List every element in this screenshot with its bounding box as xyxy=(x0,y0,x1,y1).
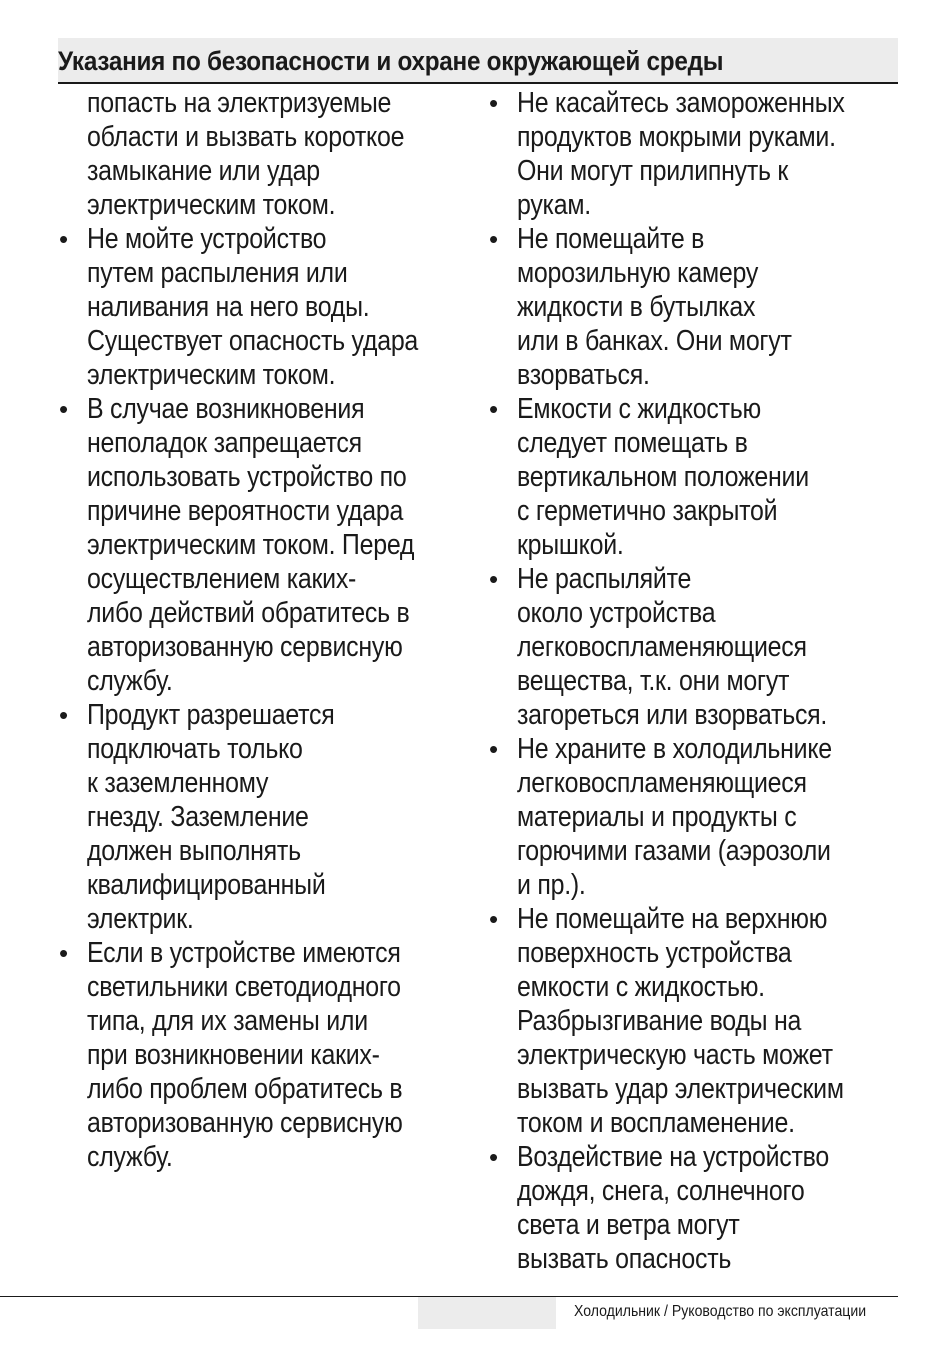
bullet-item xyxy=(488,902,908,1140)
text-line: электрическим током. xyxy=(87,189,336,221)
bullet-item xyxy=(488,562,908,732)
text-line: авторизованную сервисную xyxy=(87,631,403,663)
text-line: • Не распыляйте xyxy=(517,563,692,595)
text-line: вещества, т.к. они могут xyxy=(517,665,790,697)
text-line: током и воспламенение. xyxy=(517,1107,795,1139)
text-line: следует помещать в xyxy=(517,427,748,459)
text-line: области и вызвать короткое xyxy=(87,121,405,153)
left-column xyxy=(58,86,478,1174)
text-line: продуктов мокрыми руками. xyxy=(517,121,836,153)
text-line: рукам. xyxy=(517,189,591,221)
text-line: наливания на него воды. xyxy=(87,291,370,323)
text-line: светильники светодиодного xyxy=(87,971,401,1003)
text-line: • Продукт разрешается xyxy=(87,699,335,731)
text-line: причине вероятности удара xyxy=(87,495,404,527)
text-line: электрическую часть может xyxy=(517,1039,833,1071)
text-line: либо проблем обратитесь в xyxy=(87,1073,403,1105)
text-line: авторизованную сервисную xyxy=(87,1107,403,1139)
bullet-item xyxy=(58,698,478,936)
text-line: замыкание или удар xyxy=(87,155,320,187)
text-line: Разбрызгивание воды на xyxy=(517,1005,802,1037)
text-line: легковоспламеняющиеся xyxy=(517,631,807,663)
bullet-item xyxy=(58,392,478,698)
text-line: использовать устройство по xyxy=(87,461,407,493)
section-header xyxy=(58,38,898,84)
text-line: емкости с жидкостью. xyxy=(517,971,765,1003)
text-line: службу. xyxy=(87,1141,173,1173)
text-line: поверхность устройства xyxy=(517,937,792,969)
text-line: материалы и продукты с xyxy=(517,801,797,833)
text-line: вызвать опасность xyxy=(517,1243,732,1275)
right-column xyxy=(488,86,908,1276)
text-line: и пр.). xyxy=(517,869,586,901)
text-line: службу. xyxy=(87,665,173,697)
text-line: • Не касайтесь замороженных xyxy=(517,87,845,119)
text-line: • Не мойте устройство xyxy=(87,223,327,255)
bullet-item xyxy=(488,1140,908,1276)
text-line: электрическим током. Перед xyxy=(87,529,415,561)
text-line: • Не помещайте на верхнюю xyxy=(517,903,828,935)
text-line: подключать только xyxy=(87,733,303,765)
text-line: • Емкости с жидкостью xyxy=(517,393,761,425)
text-line: • Если в устройстве имеются xyxy=(87,937,401,969)
text-line: • Не помещайте в xyxy=(517,223,705,255)
text-line: жидкости в бутылках xyxy=(517,291,756,323)
text-line: вертикальном положении xyxy=(517,461,809,493)
text-line: к заземленному xyxy=(87,767,269,799)
text-line: с герметично закрытой xyxy=(517,495,778,527)
text-line: дождя, снега, солнечного xyxy=(517,1175,805,1207)
section-title: Указания по безопасности и охране окружающей среды xyxy=(58,46,724,76)
text-line: квалифицированный xyxy=(87,869,326,901)
text-line: • Не храните в холодильнике xyxy=(517,733,832,765)
footer-text: Холодильник / Руководство по эксплуатации xyxy=(574,1303,867,1320)
text-line: электрик. xyxy=(87,903,194,935)
text-line: загореться или взорваться. xyxy=(517,699,828,731)
text-line: • В случае возникновения xyxy=(87,393,365,425)
bullet-item xyxy=(488,222,908,392)
bullet-item xyxy=(488,86,908,222)
page-number-box xyxy=(418,1297,556,1329)
text-line: либо действий обратитесь в xyxy=(87,597,410,629)
text-line: осуществлением каких- xyxy=(87,563,357,595)
text-line: около устройства xyxy=(517,597,716,629)
text-line: Существует опасность удара xyxy=(87,325,419,357)
text-line: неполадок запрещается xyxy=(87,427,362,459)
text-line: электрическим током. xyxy=(87,359,336,391)
text-line: крышкой. xyxy=(517,529,624,561)
text-line: или в банках. Они могут xyxy=(517,325,792,357)
continued-paragraph xyxy=(58,86,478,222)
text-line: морозильную камеру xyxy=(517,257,759,289)
text-line: горючими газами (аэрозоли xyxy=(517,835,831,867)
text-line: попасть на электризуемые xyxy=(87,87,392,119)
text-line: взорваться. xyxy=(517,359,650,391)
text-line: при возникновении каких- xyxy=(87,1039,380,1071)
bullet-item xyxy=(488,732,908,902)
text-line: Они могут прилипнуть к xyxy=(517,155,789,187)
text-line: гнезду. Заземление xyxy=(87,801,309,833)
bullet-item xyxy=(58,936,478,1174)
text-line: • Воздействие на устройство xyxy=(517,1141,829,1173)
bullet-item xyxy=(58,222,478,392)
text-line: вызвать удар электрическим xyxy=(517,1073,844,1105)
text-line: путем распыления или xyxy=(87,257,348,289)
bullet-item xyxy=(488,392,908,562)
text-line: света и ветра могут xyxy=(517,1209,740,1241)
text-line: типа, для их замены или xyxy=(87,1005,368,1037)
text-line: должен выполнять xyxy=(87,835,301,867)
text-line: легковоспламеняющиеся xyxy=(517,767,807,799)
